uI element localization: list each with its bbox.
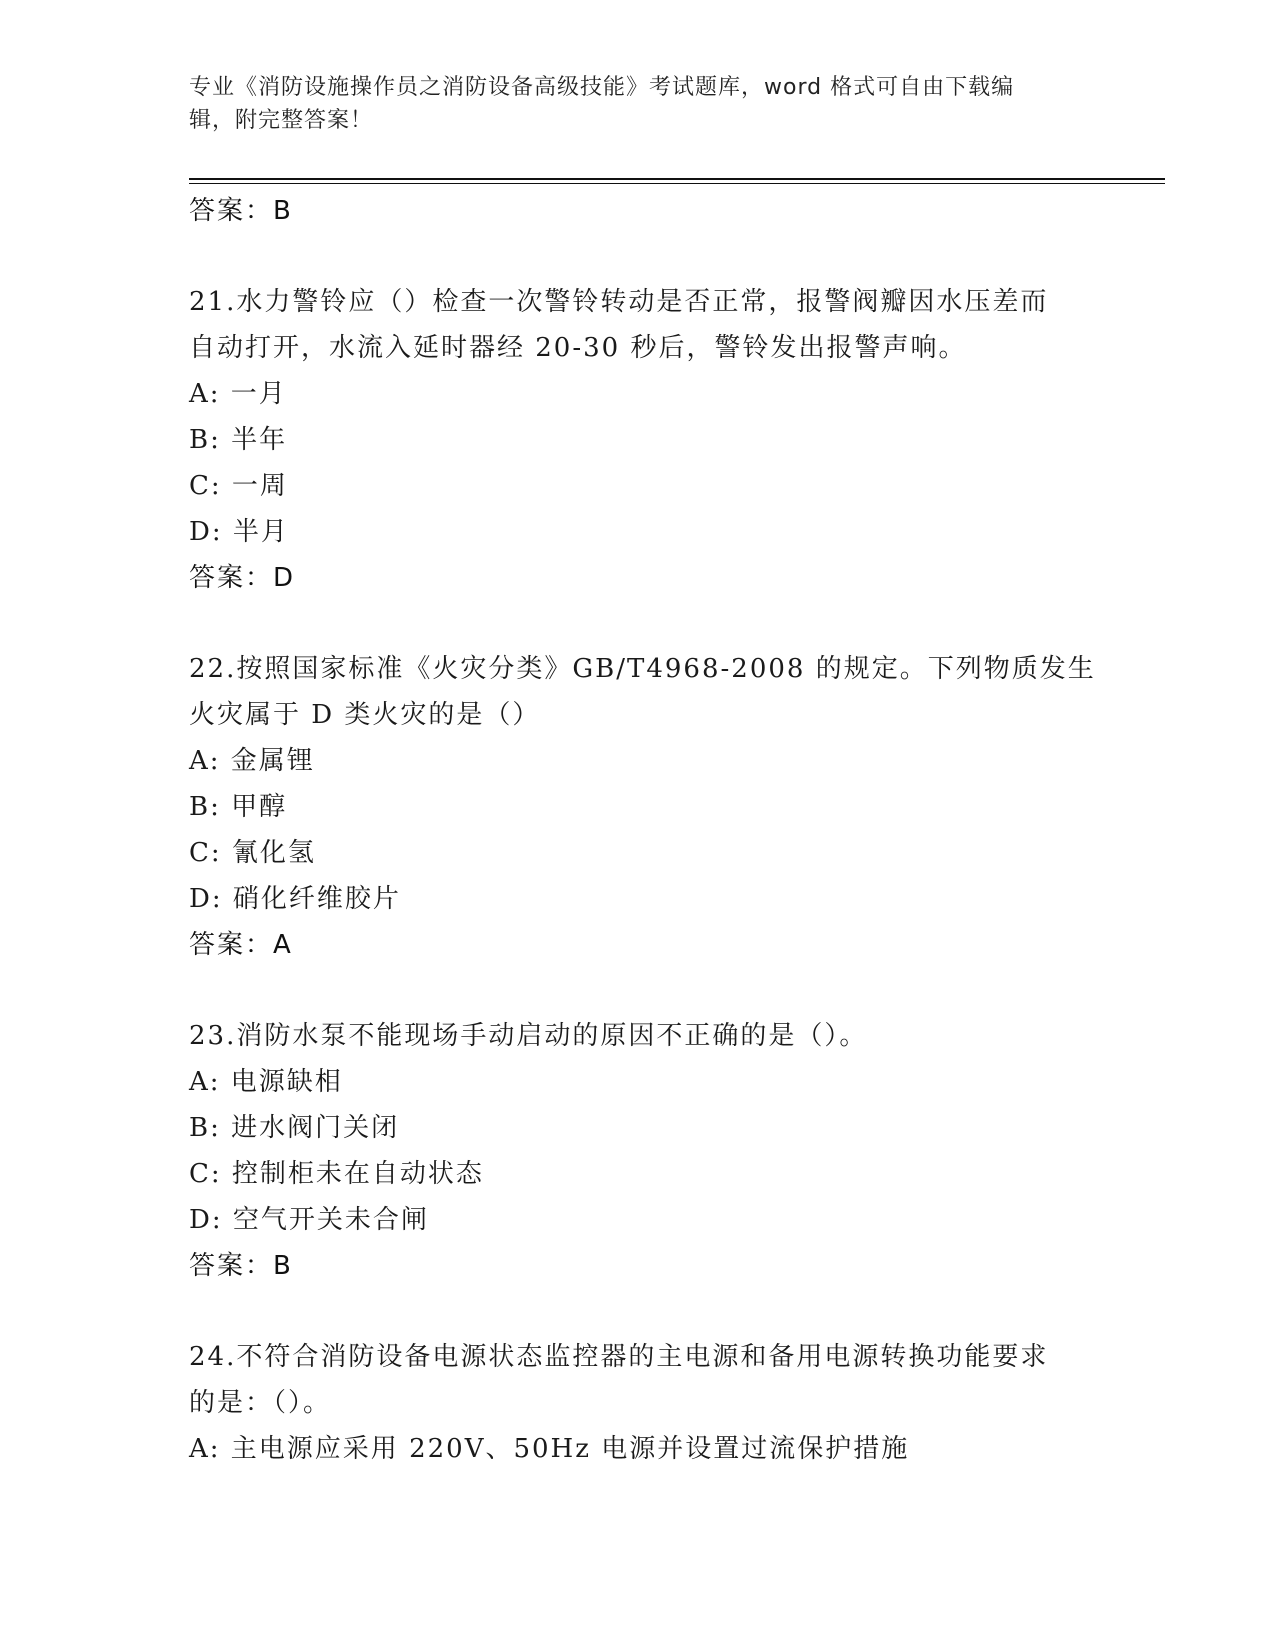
question-stem-line: 22.按照国家标准《火灾分类》GB/T4968-2008 的规定。下列物质发生 (189, 654, 1096, 684)
question-stem-line: 火灾属于 D 类火灾的是（） (189, 700, 541, 730)
answer-line: 答案：D (189, 563, 296, 593)
option-a: A: 电源缺相 (189, 1067, 343, 1097)
option-b: B: 甲醇 (189, 792, 288, 822)
option-c: C: 一周 (189, 471, 288, 501)
question-stem-line: 23.消防水泵不能现场手动启动的原因不正确的是（）。 (189, 1021, 868, 1051)
question-stem-line: 自动打开，水流入延时器经 20-30 秒后，警铃发出报警声响。 (189, 333, 967, 363)
document-header (189, 71, 1069, 137)
question-stem-line: 的是：（）。 (189, 1388, 332, 1418)
option-a: A: 金属锂 (189, 746, 315, 776)
header-rule-thick (189, 178, 1165, 180)
option-d: D: 空气开关未合闸 (189, 1205, 429, 1235)
option-c: C: 控制柜未在自动状态 (189, 1159, 484, 1189)
option-b: B: 进水阀门关闭 (189, 1113, 400, 1143)
option-d: D: 半月 (189, 517, 289, 547)
option-c: C: 氰化氢 (189, 838, 316, 868)
question-stem-line: 21.水力警铃应（）检查一次警铃转动是否正常，报警阀瓣因水压差而 (189, 287, 1049, 317)
question-22 (189, 646, 1096, 968)
question-24 (189, 1334, 1089, 1472)
header-line-1: 专业《消防设施操作员之消防设备高级技能》考试题库，word 格式可自由下载编 (189, 75, 1015, 100)
option-a: A: 一月 (189, 379, 287, 409)
option-a: A: 主电源应采用 220V、50Hz 电源并设置过流保护措施 (189, 1434, 910, 1464)
header-line-2: 辑，附完整答案！ (189, 108, 374, 133)
question-23 (189, 1013, 1089, 1289)
answer-line: 答案：B (189, 1251, 293, 1281)
option-d: D: 硝化纤维胶片 (189, 884, 401, 914)
option-b: B: 半年 (189, 425, 288, 455)
question-21 (189, 279, 1089, 601)
header-rule-thin (189, 183, 1165, 184)
answer-line: 答案：A (189, 930, 293, 960)
answer-line: 答案：B (189, 196, 293, 226)
question-body (189, 188, 1096, 1472)
question-stem-line: 24.不符合消防设备电源状态监控器的主电源和备用电源转换功能要求 (189, 1342, 1049, 1372)
